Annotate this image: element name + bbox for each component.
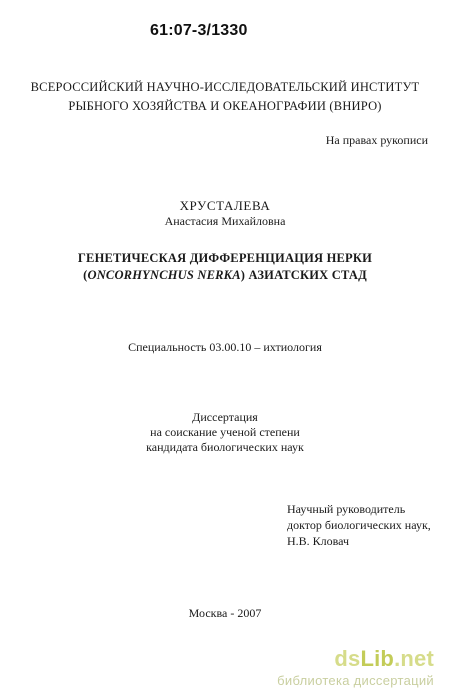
- degree-line-1: на соискание ученой степени: [150, 425, 300, 439]
- archive-stamp: 61:07-3/1330: [150, 22, 248, 39]
- watermark-logo-net: .net: [394, 646, 434, 671]
- supervisor-degree: доктор биологических наук,: [287, 518, 431, 532]
- institute-name-line-1: ВСЕРОССИЙСКИЙ НАУЧНО-ИССЛЕДОВАТЕЛЬСКИЙ ИНСТИТУТ: [30, 80, 420, 94]
- city-year: Москва - 2007: [188, 606, 262, 620]
- manuscript-rights-note: На правах рукописи: [325, 133, 428, 147]
- supervisor-name: Н.В. Кловач: [287, 534, 350, 548]
- title-paren-open: (: [83, 268, 88, 282]
- supervisor-label: Научный руководитель: [287, 502, 406, 516]
- watermark-logo-lib: Lib: [360, 646, 395, 671]
- watermark-logo: [334, 646, 434, 672]
- author-first-name: Анастасия Михайловна: [164, 214, 286, 228]
- watermark-logo-ds: ds: [334, 646, 361, 671]
- species-name: ONCORHYNCHUS NERKA: [87, 268, 241, 282]
- dissertation-label: Диссертация: [192, 410, 258, 424]
- dissertation-title-line-1: ГЕНЕТИЧЕСКАЯ ДИФФЕРЕНЦИАЦИЯ НЕРКИ: [77, 251, 373, 265]
- author-last-name: ХРУСТАЛЕВА: [179, 198, 271, 213]
- title-line-2-rest: ) АЗИАТСКИХ СТАД: [240, 268, 367, 282]
- specialty: Специальность 03.00.10 – ихтиология: [128, 340, 322, 354]
- dissertation-title-line-2: [0, 268, 450, 283]
- watermark-subtitle: библиотека диссертаций: [277, 673, 434, 688]
- degree-line-2: кандидата биологических наук: [146, 440, 304, 454]
- institute-name-line-2: РЫБНОГО ХОЗЯЙСТВА И ОКЕАНОГРАФИИ (ВНИРО): [68, 99, 382, 113]
